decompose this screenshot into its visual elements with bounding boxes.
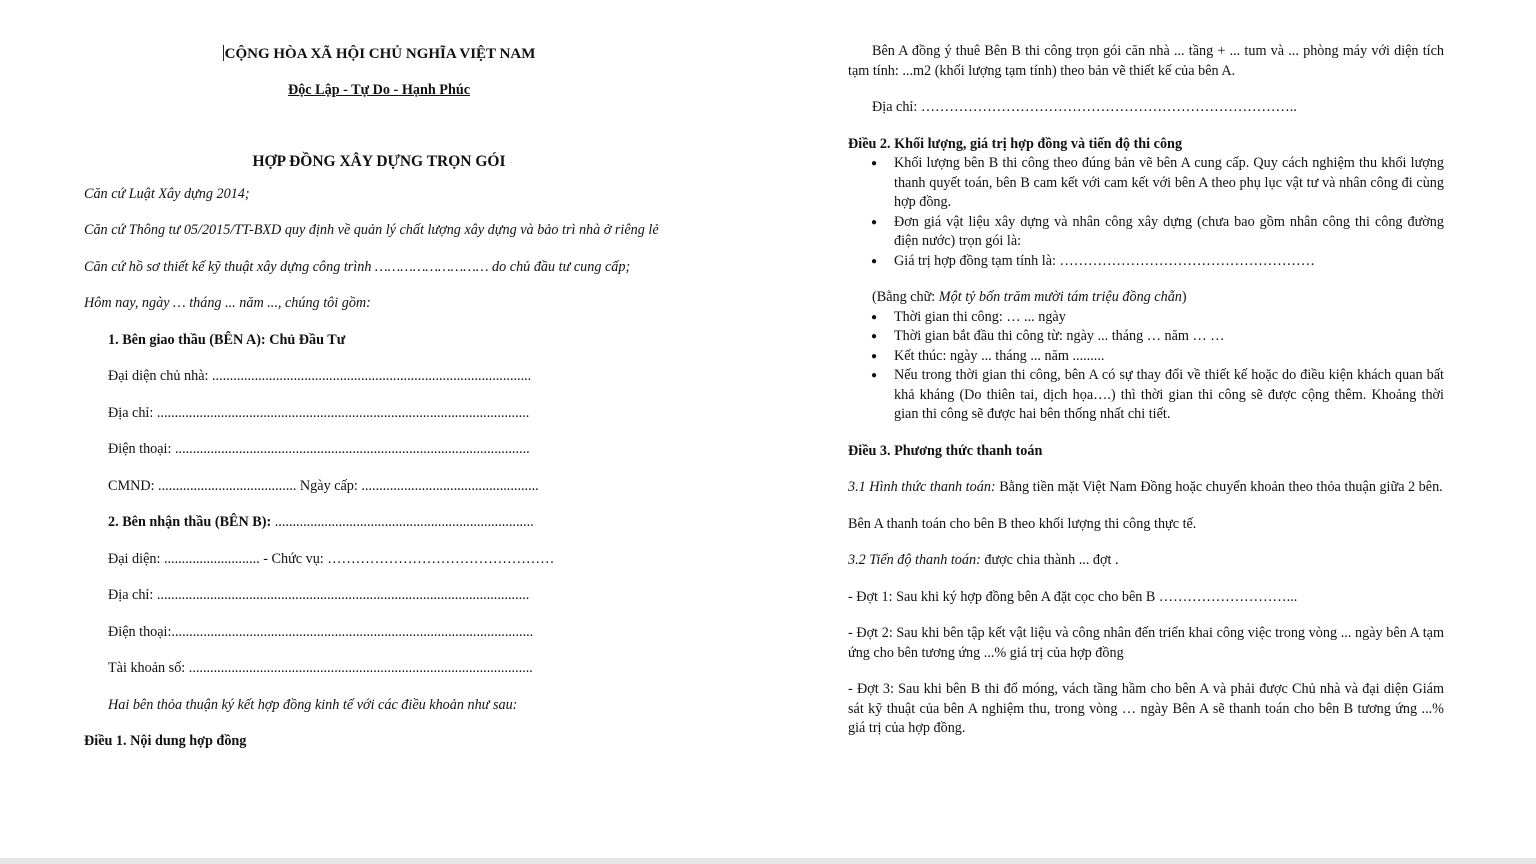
article-3-heading: Điều 3. Phương thức thanh toán	[848, 442, 1043, 459]
in-words-value: Một tỷ bốn trăm mười tám triệu đồng chẵn	[938, 289, 1182, 305]
installment-3: - Đợt 3: Sau khi bên B thi đổ móng, vách tầng hầm cho bên A và phải được Chủ nhà và đại diện Giám sát kỹ thuật của bên A nghiệm thu, trong vòng … ngày Bên A sẽ thanh toán cho bên B tương ứng ...% giá trị của hợp đồng.	[848, 681, 1444, 736]
list-item: ● Kết thúc: ngày ... tháng ... năm .........	[848, 347, 1444, 367]
payment-form	[848, 478, 1444, 498]
in-words-suffix: )	[1181, 289, 1187, 305]
contract-title: HỢP ĐỒNG XÂY DỰNG TRỌN GÓI	[252, 153, 506, 170]
bottom-scroll-edge	[0, 858, 1536, 864]
list-item: ● Thời gian thi công: … ... ngày	[848, 308, 1444, 328]
motto: Độc Lập - Tự Do - Hạnh Phúc	[287, 81, 471, 98]
basis-3: Căn cứ hồ sơ thiết kế kỹ thuật xây dựng công trình ……………………… do chủ đầu tư cung cấp;	[84, 258, 631, 275]
party-a-id: CMND: ....................................... Ngày cấp: ..................................................	[108, 477, 539, 494]
payment-form-label: 3.1 Hình thức thanh toán:	[848, 479, 996, 495]
party-a-rep: Đại diện chủ nhà: ..........................................................................................	[108, 368, 532, 384]
payment-basis: Bên A thanh toán cho bên B theo khối lượng thi công thực tế.	[848, 515, 1197, 532]
address-line: Địa chỉ: ……………………………………………………………………..	[872, 99, 1297, 115]
payment-schedule	[848, 551, 1444, 571]
article-2-heading: Điều 2. Khối lượng, giá trị hợp đồng và tiến độ thi công	[848, 135, 1183, 152]
party-b-heading-text: 2. Bên nhận thầu (BÊN B):	[108, 514, 272, 530]
payment-schedule-text: được chia thành ... đợt .	[980, 552, 1119, 568]
list-item: ● Khối lượng bên B thi công theo đúng bản vẽ bên A cung cấp. Quy cách nghiệm thu khối lượng thanh quyết toán, bên B cam kết với cam kết với bên A theo phụ lục vật tư và nhân công đi cùng hợp đồng.	[848, 154, 1444, 213]
party-a-phone: Điện thoại: ....................................................................................................	[108, 441, 530, 457]
party-a-heading: 1. Bên giao thầu (BÊN A): Chủ Đầu Tư	[108, 331, 346, 348]
installment-1: - Đợt 1: Sau khi ký hợp đồng bên A đặt cọc cho bên B ………………………...	[848, 588, 1298, 605]
nation-title	[84, 45, 674, 65]
payment-form-text: Bằng tiền mặt Việt Nam Đồng hoặc chuyển khoản theo thỏa thuận giữa 2 bên.	[995, 479, 1443, 495]
party-b-address: Địa chỉ: .........................................................................................................	[108, 587, 530, 603]
article-1-heading: Điều 1. Nội dung hợp đồng	[84, 733, 247, 749]
payment-schedule-label: 3.2 Tiến độ thanh toán:	[848, 552, 981, 568]
party-b-heading	[108, 513, 674, 533]
left-page	[84, 0, 674, 858]
list-item: ● Thời gian bắt đầu thi công từ: ngày ... tháng … năm … …	[848, 327, 1444, 347]
schedule-list	[848, 308, 1444, 425]
party-b-rep: Đại diện: ........................... - Chức vụ: …………………………………………	[108, 550, 555, 567]
amount-in-words	[872, 288, 1444, 308]
article-1-body: Bên A đồng ý thuê Bên B thi công trọn gói căn nhà ... tầng + ... tum và ... phòng máy với diện tích tạm tính: ...m2 (khối lượng tạm tính) theo bản vẽ thiết kế của bên A.	[848, 43, 1444, 79]
nation-title-text: CỘNG HÒA XÃ HỘI CHỦ NGHĨA VIỆT NAM	[224, 46, 536, 62]
list-item: ● Đơn giá vật liệu xây dựng và nhân công xây dựng (chưa bao gồm nhân công thi công đường điện nước) trọn gói là:	[848, 213, 1444, 252]
installment-2: - Đợt 2: Sau khi bên tập kết vật liệu và công nhân đến triển khai công việc trong vòng ... ngày bên A tạm ứng cho bên tương ứng ...% giá trị của hợp đồng	[848, 625, 1444, 661]
party-a-address: Địa chỉ: .........................................................................................................	[108, 404, 530, 421]
party-b-heading-dots: .........................................................................	[271, 514, 534, 530]
today-line: Hôm nay, ngày … tháng ... năm ..., chúng tôi gồm:	[84, 295, 371, 311]
agreement-line: Hai bên thỏa thuận ký kết hợp đồng kinh tế với các điều khoản như sau:	[108, 696, 518, 713]
party-b-account: Tài khoản số: .................................................................................................	[108, 660, 533, 676]
list-item: ● Nếu trong thời gian thi công, bên A có sự thay đổi về thiết kế hoặc do điều kiện khách quan bất khả kháng (Do thiên tai, dịch họa….) thì thời gian thi công sẽ được cộng thêm. Khoảng thời gian thi công sẽ được hai bên thống nhất chi tiết.	[848, 366, 1444, 425]
basis-2: Căn cứ Thông tư 05/2015/TT-BXD quy định về quản lý chất lượng xây dựng và bảo trì nhà ở riêng lẻ	[84, 222, 659, 238]
basis-1: Căn cứ Luật Xây dựng 2014;	[84, 185, 250, 202]
article-2-list	[848, 154, 1444, 271]
party-b-phone: Điện thoại:......................................................................................................	[108, 623, 534, 640]
text-cursor	[223, 45, 224, 61]
in-words-prefix: (Bằng chữ:	[872, 289, 939, 305]
right-page	[848, 0, 1444, 858]
list-item: ● Giá trị hợp đồng tạm tính là: ………………………………………………	[848, 252, 1444, 272]
